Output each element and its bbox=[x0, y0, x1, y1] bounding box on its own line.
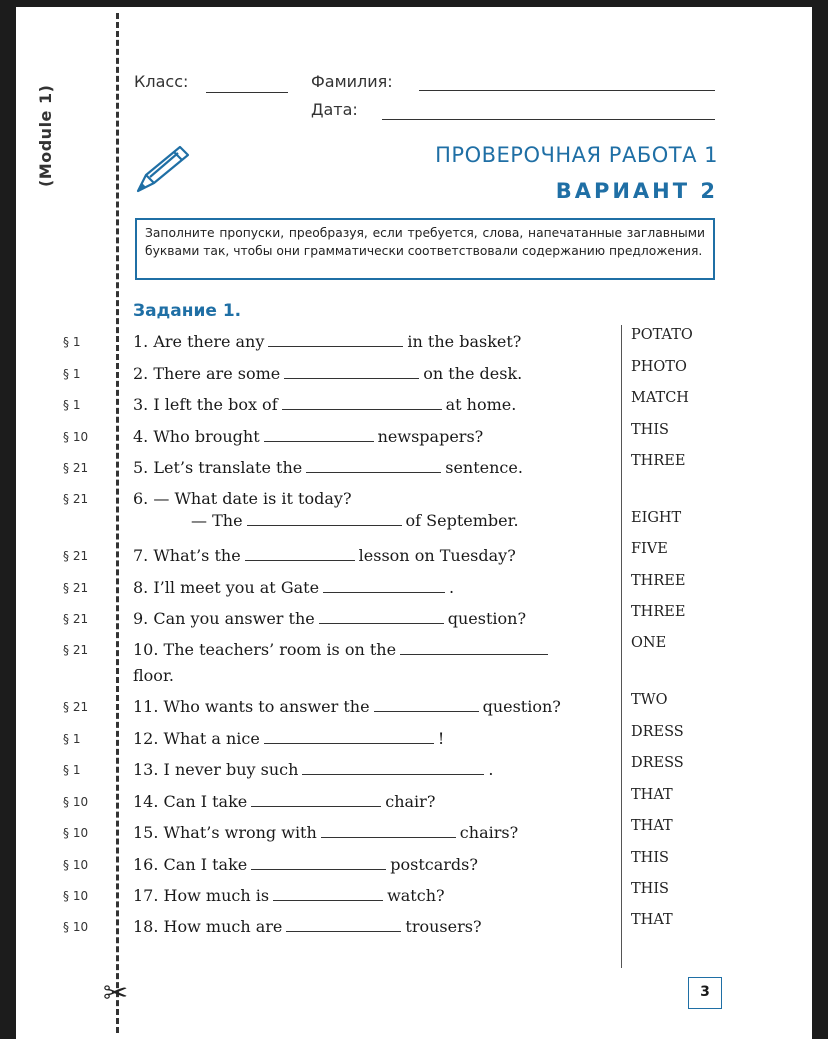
section-ref: § 21 bbox=[63, 461, 89, 475]
question-after: chairs? bbox=[459, 823, 519, 842]
source-word: THIS bbox=[631, 881, 669, 897]
source-word: THAT bbox=[631, 912, 673, 928]
variant-title: ВАРИАНТ 2 bbox=[555, 179, 718, 203]
question-after: lesson on Tuesday? bbox=[358, 546, 516, 565]
question-before: 17. How much is bbox=[133, 886, 270, 905]
answer-blank[interactable] bbox=[247, 511, 402, 526]
question-main-line bbox=[133, 885, 445, 907]
question-text bbox=[133, 545, 516, 567]
date-field[interactable] bbox=[382, 119, 715, 120]
section-ref: § 10 bbox=[63, 826, 89, 840]
section-ref: § 10 bbox=[63, 920, 89, 934]
section-ref: § 1 bbox=[63, 763, 81, 777]
question-line1: 6. — What date is it today? bbox=[133, 489, 352, 508]
question-text bbox=[133, 759, 494, 781]
question-main-line bbox=[133, 426, 483, 448]
question-after: ! bbox=[437, 729, 445, 748]
section-ref: § 1 bbox=[63, 398, 81, 412]
answer-blank[interactable] bbox=[273, 886, 383, 901]
module-label: (Module 1) bbox=[36, 84, 55, 187]
section-ref: § 1 bbox=[63, 367, 81, 381]
question-main-line bbox=[133, 545, 516, 567]
question-text bbox=[133, 639, 552, 687]
source-word: PHOTO bbox=[631, 359, 687, 375]
question-before: 18. How much are bbox=[133, 917, 283, 936]
question-main-line bbox=[133, 854, 478, 876]
question-line2: floor. bbox=[133, 666, 174, 685]
question-text bbox=[133, 457, 523, 479]
cut-line bbox=[116, 13, 119, 1033]
section-ref: § 21 bbox=[63, 492, 89, 506]
question-before: 1. Are there any bbox=[133, 332, 265, 351]
section-ref: § 21 bbox=[63, 643, 89, 657]
section-ref: § 10 bbox=[63, 889, 89, 903]
answer-blank[interactable] bbox=[374, 697, 479, 712]
question-main-line bbox=[133, 510, 519, 532]
question-after: . bbox=[488, 760, 494, 779]
answer-blank[interactable] bbox=[323, 578, 445, 593]
section-ref: § 1 bbox=[63, 732, 81, 746]
question-main-line bbox=[133, 457, 523, 479]
question-text bbox=[133, 696, 561, 718]
question-text bbox=[133, 885, 445, 907]
pencil-icon bbox=[134, 141, 194, 195]
question-main-line bbox=[133, 577, 454, 599]
question-text bbox=[133, 426, 483, 448]
class-label: Класс: bbox=[134, 72, 189, 91]
question-after: trousers? bbox=[405, 917, 482, 936]
answer-blank[interactable] bbox=[245, 546, 355, 561]
question-main-line bbox=[133, 696, 561, 718]
question-text bbox=[133, 577, 454, 599]
question-before: 5. Let’s translate the bbox=[133, 458, 303, 477]
question-text bbox=[133, 791, 435, 813]
question-after: of September. bbox=[405, 511, 519, 530]
question-main-line bbox=[133, 608, 526, 630]
question-before: — The bbox=[191, 511, 243, 530]
class-field[interactable] bbox=[206, 92, 288, 93]
question-text bbox=[133, 488, 519, 532]
source-word: ONE bbox=[631, 635, 667, 651]
section-ref: § 10 bbox=[63, 430, 89, 444]
question-after: newspapers? bbox=[377, 427, 484, 446]
question-text bbox=[133, 916, 482, 938]
question-before: 15. What’s wrong with bbox=[133, 823, 317, 842]
question-after: postcards? bbox=[390, 855, 478, 874]
question-after: . bbox=[449, 578, 455, 597]
source-word: THIS bbox=[631, 422, 669, 438]
instruction-box: Заполните пропуски, преобразуя, если требуется, слова, напечатанные заглавными буквами так, чтобы они грамматически соответствовали содержанию предложения. bbox=[135, 218, 715, 280]
question-text bbox=[133, 822, 518, 844]
question-after: on the desk. bbox=[423, 364, 523, 383]
question-main-line bbox=[133, 363, 522, 385]
answer-blank[interactable] bbox=[321, 823, 456, 838]
section-ref: § 1 bbox=[63, 335, 81, 349]
section-ref: § 21 bbox=[63, 700, 89, 714]
answer-blank[interactable] bbox=[264, 729, 434, 744]
source-word: DRESS bbox=[631, 755, 684, 771]
source-word: THIS bbox=[631, 850, 669, 866]
answer-blank[interactable] bbox=[302, 760, 484, 775]
question-before: 4. Who brought bbox=[133, 427, 260, 446]
question-text bbox=[133, 363, 522, 385]
question-before: 2. There are some bbox=[133, 364, 281, 383]
question-before: 14. Can I take bbox=[133, 792, 248, 811]
answer-blank[interactable] bbox=[282, 395, 442, 410]
date-label: Дата: bbox=[311, 100, 358, 119]
question-main-line bbox=[133, 916, 482, 938]
question-main-line bbox=[133, 728, 444, 750]
source-word: THAT bbox=[631, 818, 673, 834]
question-main-line bbox=[133, 394, 516, 416]
question-before: 16. Can I take bbox=[133, 855, 248, 874]
question-before: 8. I’ll meet you at Gate bbox=[133, 578, 320, 597]
source-word: EIGHT bbox=[631, 510, 682, 526]
question-text bbox=[133, 728, 444, 750]
surname-field[interactable] bbox=[419, 90, 715, 91]
source-word: THAT bbox=[631, 787, 673, 803]
section-ref: § 10 bbox=[63, 795, 89, 809]
source-word: TWO bbox=[631, 692, 668, 708]
section-ref: § 21 bbox=[63, 612, 89, 626]
question-before: 11. Who wants to answer the bbox=[133, 697, 370, 716]
question-text bbox=[133, 854, 478, 876]
test-title: ПРОВЕРОЧНАЯ РАБОТА 1 bbox=[435, 143, 718, 167]
question-main-line bbox=[133, 822, 518, 844]
question-before: 13. I never buy such bbox=[133, 760, 299, 779]
source-word: POTATO bbox=[631, 327, 693, 343]
question-text bbox=[133, 608, 526, 630]
answer-blank[interactable] bbox=[319, 609, 444, 624]
question-after: in the basket? bbox=[407, 332, 522, 351]
answer-blank[interactable] bbox=[286, 917, 401, 932]
question-before: 7. What’s the bbox=[133, 546, 241, 565]
question-main-line bbox=[133, 639, 552, 661]
source-word: THREE bbox=[631, 573, 686, 589]
question-main-line bbox=[133, 791, 435, 813]
answer-blank[interactable] bbox=[251, 792, 381, 807]
question-text bbox=[133, 331, 521, 353]
question-before: 3. I left the box of bbox=[133, 395, 278, 414]
word-column-divider bbox=[621, 325, 622, 968]
source-word: THREE bbox=[631, 453, 686, 469]
section-ref: § 21 bbox=[63, 549, 89, 563]
question-after: question? bbox=[447, 609, 527, 628]
question-after: chair? bbox=[385, 792, 436, 811]
section-ref: § 21 bbox=[63, 581, 89, 595]
answer-blank[interactable] bbox=[264, 427, 374, 442]
worksheet-page bbox=[16, 7, 812, 1039]
question-after: sentence. bbox=[445, 458, 523, 477]
source-word: THREE bbox=[631, 604, 686, 620]
question-before: 12. What a nice bbox=[133, 729, 260, 748]
answer-blank[interactable] bbox=[284, 364, 419, 379]
answer-blank[interactable] bbox=[306, 458, 441, 473]
question-text bbox=[133, 394, 516, 416]
question-main-line bbox=[133, 331, 521, 353]
answer-blank[interactable] bbox=[268, 332, 403, 347]
question-after: at home. bbox=[445, 395, 517, 414]
question-before: 10. The teachers’ room is on the bbox=[133, 640, 397, 659]
task-title: Задание 1. bbox=[133, 301, 242, 321]
question-before: 9. Can you answer the bbox=[133, 609, 315, 628]
source-word: DRESS bbox=[631, 724, 684, 740]
answer-blank[interactable] bbox=[400, 640, 548, 655]
question-main-line bbox=[133, 759, 494, 781]
question-after: watch? bbox=[387, 886, 445, 905]
source-word: FIVE bbox=[631, 541, 668, 557]
section-ref: § 10 bbox=[63, 858, 89, 872]
surname-label: Фамилия: bbox=[311, 72, 393, 91]
answer-blank[interactable] bbox=[251, 855, 386, 870]
page-number: 3 bbox=[688, 977, 722, 1009]
scissors-icon: ✂ bbox=[103, 976, 129, 1011]
question-after: question? bbox=[482, 697, 561, 716]
source-word: MATCH bbox=[631, 390, 689, 406]
